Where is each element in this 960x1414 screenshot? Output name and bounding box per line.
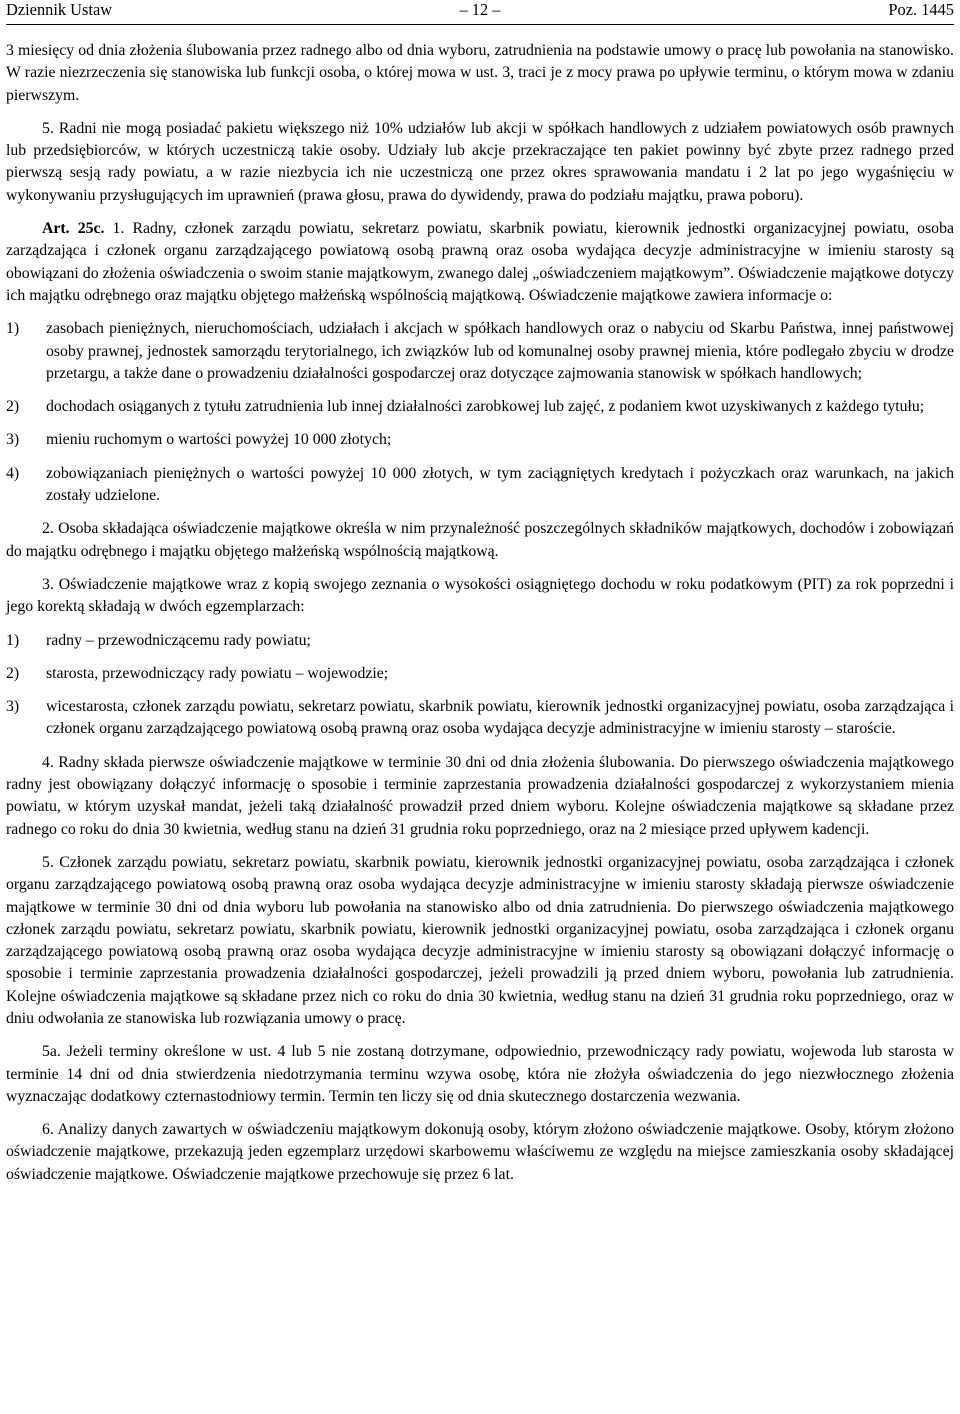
list-item-number: 2) [6,398,20,416]
page-number: – 12 – [459,0,501,19]
list-item-text: dochodach osiąganych z tytułu zatrudnienia lub innej działalności zarobkowej lub zajęć, z podaniem kwot uzyskiwanych z każdego tytułu; [46,398,925,416]
list-item-number: 4) [6,464,20,482]
list-item-number: 2) [6,664,20,682]
document-body [6,25,954,1186]
list-item-text: zobowiązaniach pieniężnych o wartości powyżej 10 000 złotych, w tym zaciągniętych kredytach i pożyczkach oraz warunkach, na jakich zostały udzielone. [46,464,954,505]
list-item [6,630,954,652]
list-item [6,396,954,418]
article-25c-paragraph-1 [6,218,954,307]
list-item-text: starosta, przewodniczący rady powiatu – wojewodzie; [46,664,389,682]
list-item [6,429,954,451]
list-item-text: zasobach pieniężnych, nieruchomościach, udziałach i akcjach w spółkach handlowych oraz o nabyciu od Skarbu Państwa, innej państwowej osoby prawnej, jednostek samorządu terytorialnego, ich związków lub od komunalnej osoby prawnej mienia, które podlegało zbyciu w drodze przetargu, a także dane o prowadzeniu działalności gospodarczej oraz dotyczące zajmowania stanowisk w spółkach handlowych; [46,320,954,382]
list-item-text: wicestarosta, członek zarządu powiatu, sekretarz powiatu, skarbnik powiatu, kierownik jednostki organizacyjnej powiatu, osoba zarządzająca i członek organu zarządzającego powiatową osobą prawną oraz osoba wydająca decyzje administracyjne w imieniu starosty – staroście. [46,698,954,738]
list-item-number: 3) [6,698,20,716]
list-item [6,318,954,385]
list-item-text: radny – przewodniczącemu rady powiatu; [46,631,311,649]
list-item-number: 1) [6,631,20,649]
journal-title: Dziennik Ustaw [6,0,113,19]
list-item-text: mieniu ruchomym o wartości powyżej 10 000 złotych; [46,431,392,449]
list-item-number: 3) [6,431,20,449]
paragraph-6: 6. Analizy danych zawartych w oświadczeniu majątkowym dokonują osoby, którym złożono oświadczenie majątkowe. Osoby, którym złożono oświadczenie majątkowe, przekazują jeden egzemplarz urzędowi skarbowemu właściwemu ze względu na miejsce zamieszkania osoby składającej oświadczenie majątkowe. Oświadczenie majątkowe przechowuje się przez 6 lat. [6,1121,954,1183]
paragraph-3: 3. Oświadczenie majątkowe wraz z kopią swojego zeznania o wysokości osiągniętego dochodu w roku podatkowym (PIT) za rok poprzedni i jego korektą składają w dwóch egzemplarzach: [6,575,954,616]
list-item [6,463,954,508]
paragraph-5a: 5a. Jeżeli terminy określone w ust. 4 lub 5 nie zostaną dotrzymane, odpowiednio, przewodniczący rady powiatu, wojewoda lub starosta w terminie 14 dni od dnia stwierdzenia niedotrzymania terminu wzywa osobę, która nie złożyła oświadczenia do jego niezwłocznego złożenia wyznaczając dodatkowy czternastodniowy termin. Termin ten liczy się od dnia skutecznego dostarczenia wezwania. [6,1043,954,1105]
paragraph-intro: 3 miesięcy od dnia złożenia ślubowania przez radnego albo od dnia wyboru, zatrudnienia na podstawie umowy o pracę lub powołania na stanowisko. W razie niezrzeczenia się stanowiska lub funkcji osoba, o której mowa w ust. 3, traci je z mocy prawa po upływie terminu, o którym mowa w zdaniu pierwszym. [6,42,954,104]
list-item [6,663,954,685]
list-item [6,696,954,741]
article-25c-text: 1. Radny, członek zarządu powiatu, sekretarz powiatu, skarbnik powiatu, kierownik jednostki organizacyjnej powiatu, osoba zarządzająca i członek organu zarządzającego powiatową osobą prawną oraz osoba wydająca decyzje administracyjne w imieniu starosty są obowiązani do złożenia oświadczenia o swoim stanie majątkowym, zwanego dalej „oświadczeniem majątkowym”. Oświadczenie majątkowe dotyczy ich majątku odrębnego oraz majątku objętego małżeńską wspólnością majątkową. Oświadczenie majątkowe zawiera informacje o: [6,220,954,304]
list-item-number: 1) [6,320,20,338]
article-label: Art. 25c. [42,220,105,238]
paragraph-5: 5. Członek zarządu powiatu, sekretarz powiatu, skarbnik powiatu, kierownik jednostki organizacyjnej powiatu, osoba zarządzająca i członek organu zarządzającego powiatową osobą prawną oraz osoba wydająca decyzje administracyjne w imieniu starosty składają pierwsze oświadczenie majątkowe w terminie 30 dni od dnia wyboru lub powołania na stanowisko albo od dnia zatrudnienia. Do pierwszego oświadczenia majątkowego członek zarządu powiatu, sekretarz powiatu, skarbnik powiatu, kierownik jednostki organizacyjnej powiatu, osoba zarządzająca i członek organu zarządzającego powiatową osobą prawną oraz osoba wydająca decyzje administracyjne w imieniu starosty są obowiązani dołączyć informację o sposobie i terminie zaprzestania prowadzenia działalności gospodarczej, jeżeli prowadzili ją przed dniem wyboru, powołania lub zatrudnienia. Kolejne oświadczenia majątkowe są składane przez nich co roku do dnia 30 kwietnia, według stanu na dzień 31 grudnia roku poprzedniego, oraz w dniu odwołania ze stanowiska lub rozwiązania umowy o pracę. [6,853,954,1027]
paragraph-4: 4. Radny składa pierwsze oświadczenie majątkowe w terminie 30 dni od dnia złożenia ślubowania. Do pierwszego oświadczenia majątkowego radny jest obowiązany dołączyć informację o sposobie i terminie zaprzestania prowadzenia działalności gospodarczej z wykorzystaniem mienia powiatu, w którym uzyskał mandat, jeżeli taką działalność prowadził przed dniem wyboru. Kolejne oświadczenia majątkowe są składane przez radnego co roku do dnia 30 kwietnia, według stanu na dzień 31 grudnia roku poprzedniego, oraz na 2 miesiące przed upływem kadencji. [6,753,954,838]
page-header [6,0,954,25]
position-number: Poz. 1445 [888,0,954,19]
paragraph-5-shares: 5. Radni nie mogą posiadać pakietu większego niż 10% udziałów lub akcji w spółkach handlowych z udziałem powiatowych osób prawnych lub przedsiębiorców, w których uczestniczą takie osoby. Udziały lub akcje przekraczające ten pakiet powinny być zbyte przez radnego przed pierwszą sesją rady powiatu, a w razie niezbycia ich nie uczestniczą one przez okres sprawowania mandatu i 2 lat po jego wygaśnięciu w wykonywaniu przysługujących im uprawnień (prawa głosu, prawa do dywidendy, prawa do podziału majątku, prawa poboru). [6,119,954,204]
paragraph-2: 2. Osoba składająca oświadczenie majątkowe określa w nim przynależność poszczególnych składników majątkowych, dochodów i zobowiązań do majątku odrębnego i majątku objętego małżeńską wspólnością majątkową. [6,520,954,560]
